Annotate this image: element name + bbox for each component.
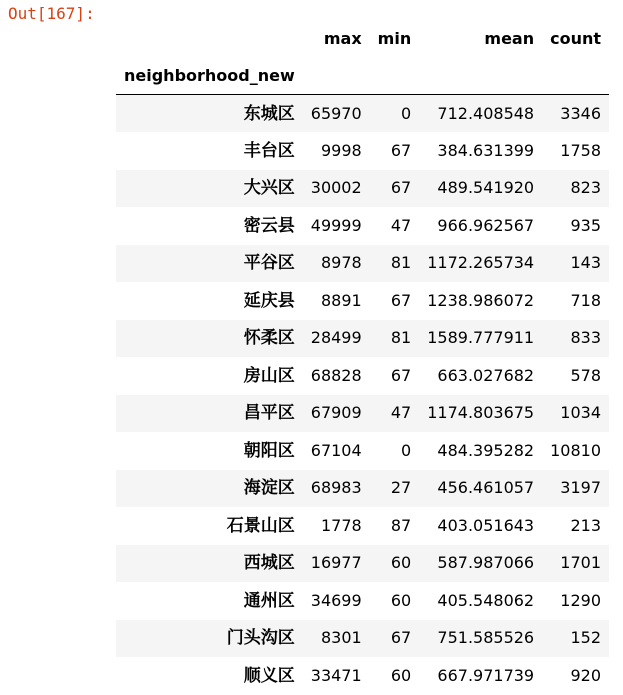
cell-max: 8978 — [320, 253, 362, 273]
table-row — [116, 507, 609, 545]
cell-count: 143 — [570, 253, 602, 273]
row-index-label: 西城区 — [243, 553, 295, 574]
cell-min: 47 — [390, 403, 412, 423]
index-name-blank — [419, 57, 542, 95]
index-name: neighborhood_new — [116, 57, 303, 95]
column-header-mean: mean — [484, 28, 535, 48]
cell-max: 34699 — [310, 590, 362, 610]
cell-max: 30002 — [310, 178, 362, 198]
cell-min: 67 — [390, 140, 412, 160]
cell-mean: 663.027682 — [437, 365, 535, 385]
cell-count: 3197 — [560, 478, 602, 498]
cell-mean: 484.395282 — [437, 440, 535, 460]
cell-max: 65970 — [310, 103, 362, 123]
row-index-label: 延庆县 — [243, 290, 295, 311]
row-index-label: 通州区 — [243, 590, 295, 611]
cell-mean: 1238.986072 — [427, 290, 535, 310]
cell-mean: 489.541920 — [437, 178, 535, 198]
cell-count: 920 — [570, 665, 602, 685]
cell-mean: 966.962567 — [437, 215, 535, 235]
table-row — [116, 582, 609, 620]
row-index-label: 平谷区 — [243, 253, 295, 274]
output-prompt: Out[167]: — [8, 4, 95, 23]
cell-count: 152 — [570, 628, 602, 648]
cell-mean: 1174.803675 — [427, 403, 535, 423]
index-name-blank — [542, 57, 609, 95]
table-row — [116, 657, 609, 695]
dataframe-table — [116, 20, 609, 695]
cell-count: 1758 — [560, 140, 602, 160]
cell-count: 833 — [570, 328, 602, 348]
row-index-label: 门头沟区 — [226, 628, 295, 649]
cell-count: 1290 — [560, 590, 602, 610]
table-row — [116, 545, 609, 583]
row-index-label: 密云县 — [243, 215, 295, 236]
cell-max: 28499 — [310, 328, 362, 348]
cell-mean: 587.987066 — [437, 553, 535, 573]
index-name-blank — [303, 57, 370, 95]
cell-mean: 1589.777911 — [427, 328, 535, 348]
table-row — [116, 95, 609, 133]
table-row — [116, 470, 609, 508]
cell-min: 60 — [390, 553, 412, 573]
table-row — [116, 432, 609, 470]
cell-min: 81 — [390, 328, 412, 348]
cell-mean: 751.585526 — [437, 628, 535, 648]
cell-min: 0 — [401, 103, 412, 123]
table-row — [116, 282, 609, 320]
cell-count: 718 — [570, 290, 602, 310]
cell-min: 87 — [390, 515, 412, 535]
row-index-label: 石景山区 — [226, 515, 295, 536]
cell-min: 81 — [390, 253, 412, 273]
index-header-blank — [116, 20, 303, 57]
cell-max: 49999 — [310, 215, 362, 235]
cell-min: 60 — [390, 665, 412, 685]
cell-max: 68828 — [310, 365, 362, 385]
table-header — [116, 20, 609, 95]
table-row — [116, 170, 609, 208]
column-header-row — [116, 20, 609, 57]
cell-count: 10810 — [550, 440, 602, 460]
cell-max: 68983 — [310, 478, 362, 498]
table-row — [116, 320, 609, 358]
column-header-count: count — [550, 28, 602, 48]
row-index-label: 昌平区 — [243, 403, 295, 424]
row-index-label: 大兴区 — [243, 178, 295, 199]
index-name-blank — [370, 57, 420, 95]
table-row — [116, 207, 609, 245]
cell-count: 1701 — [560, 553, 602, 573]
cell-max: 8301 — [320, 628, 362, 648]
cell-mean: 712.408548 — [437, 103, 535, 123]
row-index-label: 房山区 — [243, 365, 295, 386]
row-index-label: 丰台区 — [243, 140, 295, 161]
row-index-label: 海淀区 — [243, 478, 295, 499]
cell-count: 213 — [570, 515, 602, 535]
table-row — [116, 132, 609, 170]
cell-max: 9998 — [320, 140, 362, 160]
cell-mean: 667.971739 — [437, 665, 535, 685]
cell-count: 3346 — [560, 103, 602, 123]
cell-mean: 1172.265734 — [427, 253, 535, 273]
cell-max: 8891 — [320, 290, 362, 310]
cell-count: 823 — [570, 178, 602, 198]
table-row — [116, 357, 609, 395]
cell-max: 16977 — [310, 553, 362, 573]
cell-min: 67 — [390, 290, 412, 310]
cell-mean: 405.548062 — [437, 590, 535, 610]
cell-max: 1778 — [320, 515, 362, 535]
cell-mean: 403.051643 — [437, 515, 535, 535]
table-row — [116, 395, 609, 433]
cell-min: 60 — [390, 590, 412, 610]
cell-max: 67104 — [310, 440, 362, 460]
cell-count: 578 — [570, 365, 602, 385]
cell-min: 67 — [390, 178, 412, 198]
cell-min: 27 — [390, 478, 412, 498]
row-index-label: 顺义区 — [243, 665, 295, 686]
column-header-min: min — [377, 28, 412, 48]
cell-mean: 384.631399 — [437, 140, 535, 160]
row-index-label: 怀柔区 — [243, 328, 295, 349]
row-index-label: 东城区 — [243, 103, 295, 124]
cell-min: 67 — [390, 365, 412, 385]
cell-mean: 456.461057 — [437, 478, 535, 498]
cell-count: 935 — [570, 215, 602, 235]
cell-min: 0 — [401, 440, 412, 460]
row-index-label: 朝阳区 — [243, 440, 295, 461]
table-row — [116, 620, 609, 658]
cell-min: 67 — [390, 628, 412, 648]
cell-max: 67909 — [310, 403, 362, 423]
cell-min: 47 — [390, 215, 412, 235]
table-body — [116, 95, 609, 695]
cell-max: 33471 — [310, 665, 362, 685]
table-row — [116, 245, 609, 283]
column-header-max: max — [323, 28, 362, 48]
index-name-row — [116, 57, 609, 95]
cell-count: 1034 — [560, 403, 602, 423]
